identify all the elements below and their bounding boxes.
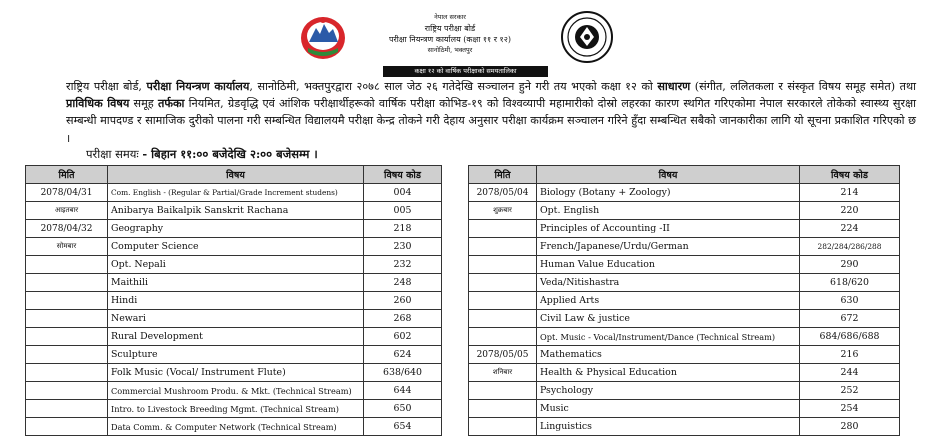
table-row [26,328,442,346]
government-name: नेपाल सरकार [434,13,466,21]
date-cell [469,418,537,436]
code-cell: 216 [800,346,900,364]
exam-time-label: परीक्षा समयः [86,147,143,161]
table-row [469,202,900,220]
notice-text-4: समूह [129,97,158,111]
subject-cell: French/Japanese/Urdu/German [537,238,800,256]
table-row [469,382,900,400]
table-row [26,184,442,202]
date-cell: 2078/05/04 [469,184,537,202]
table-row [469,292,900,310]
subject-cell: Commercial Mushroom Produ. & Mkt. (Technical Stream) [108,382,364,400]
subject-cell: Mathematics [537,346,800,364]
notice-text-2: , सानोठिमी, भक्तपुरद्वारा २०७८ साल जेठ २६ गतेदेखि सञ्चालन हुने गरी तय भएको कक्षा १२ को [249,80,658,93]
code-cell: 624 [364,346,442,364]
subject-cell: Veda/Nitishastra [537,274,800,292]
table-row [26,202,442,220]
date-cell [26,346,108,364]
date-cell [469,400,537,418]
subject-cell: Sculpture [108,346,364,364]
code-cell: 244 [800,364,900,382]
notice-text-5: नियमित, ग्रेडवृद्धि एवं आंशिक परीक्षार्थीहरूको वार्षिक परीक्षा कोभिड-१९ को विश्वव्यापी महामारीको दोस्रो लहरका कारण स्थगित गरिएकोमा नेपाल सरकारले तोकेको स्वास्थ्य सुरक्षा सम्बन्धी मापदण्ड र सामाजिक दुरीको पालना गरी सम्बन्धित विद्यालयमै परीक्षा केन्द्र तोकने गरी देहाय अनुसार परीक्षा कार्यक्रम सञ्चालन गरिने हुँदा सम्बन्धित सबैको जानकारीका लागि यो सूचना प्रकाशित गरिएको छ । [66,97,916,145]
date-cell [469,238,537,256]
date-cell [469,382,537,400]
subject-cell: Rural Development [108,328,364,346]
column-code: विषय कोड [364,166,442,184]
table-row [469,256,900,274]
column-date: मिति [469,166,537,184]
date-cell [26,310,108,328]
left-table-body [26,184,442,436]
subject-cell: Opt. Music - Vocal/Instrument/Dance (Technical Stream) [537,328,800,346]
subject-cell: Opt. English [537,202,800,220]
subject-cell: Health & Physical Education [537,364,800,382]
office-name: परीक्षा नियन्त्रण कार्यालय (कक्षा ११ र १२) [388,35,511,44]
date-cell: 2078/04/31 [26,184,108,202]
date-cell: 2078/05/05 [469,346,537,364]
schedule-banner: कक्षा १२ को वार्षिक परीक्षाको समयतालिका [383,66,548,77]
table-row [26,238,442,256]
code-cell: 684/686/688 [800,328,900,346]
subject-cell: Hindi [108,292,364,310]
code-cell: 004 [364,184,442,202]
table-row [26,292,442,310]
table-row [469,310,900,328]
notice-side-bold: तर्फका [157,96,185,111]
table-row [469,220,900,238]
date-cell [26,418,108,436]
code-cell: 280 [800,418,900,436]
table-row [26,274,442,292]
notice-text-3: (संगीत, ललितकला र संस्कृत विषय समूह समेत) तथा [690,80,917,93]
subject-cell: Data Comm. & Computer Network (Technical Stream) [108,418,364,436]
date-cell [469,310,537,328]
date-cell [26,364,108,382]
date-cell: शुक्रबार [469,202,537,220]
subject-cell: Opt. Nepali [108,256,364,274]
column-date: मिति [26,166,108,184]
subject-cell: Com. English - (Regular & Partial/Grade Increment studens) [108,184,364,202]
subject-cell: Civil Law & justice [537,310,800,328]
date-cell [469,292,537,310]
date-cell: शनिबार [469,364,537,382]
table-row [26,220,442,238]
subject-cell: Music [537,400,800,418]
date-cell [469,256,537,274]
exam-time-value: - बिहान ११:०० बजेदेखि २:०० बजेसम्म । [142,147,318,161]
code-cell: 230 [364,238,442,256]
table-row [26,310,442,328]
office-address: सानोठिमी, भक्तपुर [427,46,473,54]
table-row [469,328,900,346]
board-name: राष्ट्रिय परीक्षा बोर्ड [424,24,476,33]
code-cell: 630 [800,292,900,310]
column-subject: विषय [537,166,800,184]
code-cell: 260 [364,292,442,310]
date-cell [26,274,108,292]
table-row [469,364,900,382]
notice-general-bold: साधारण [657,79,691,93]
date-cell: 2078/04/32 [26,220,108,238]
date-cell [26,256,108,274]
notice-office-bold: परीक्षा नियन्त्रण कार्यालय [146,79,250,93]
subject-cell: Computer Science [108,238,364,256]
table-row [469,238,900,256]
subject-cell: Principles of Accounting -II [537,220,800,238]
subject-cell: Linguistics [537,418,800,436]
table-row [469,346,900,364]
date-cell [26,400,108,418]
table-header-row [26,166,442,184]
table-row [26,346,442,364]
subject-cell: Anibarya Baikalpik Sanskrit Rachana [108,202,364,220]
code-cell: 602 [364,328,442,346]
code-cell: 214 [800,184,900,202]
table-row [26,400,442,418]
table-row [469,418,900,436]
subject-cell: Applied Arts [537,292,800,310]
date-cell [26,328,108,346]
subject-cell: Geography [108,220,364,238]
table-row [469,400,900,418]
code-cell: 654 [364,418,442,436]
table-row [469,274,900,292]
table-header-row [469,166,900,184]
code-cell: 650 [364,400,442,418]
office-header [350,12,550,56]
table-row [469,184,900,202]
code-cell: 672 [800,310,900,328]
subject-cell: Folk Music (Vocal/ Instrument Flute) [108,364,364,382]
code-cell: 254 [800,400,900,418]
subject-cell: Biology (Botany + Zoology) [537,184,800,202]
column-code: विषय कोड [800,166,900,184]
table-row [26,382,442,400]
date-cell [26,292,108,310]
code-cell: 232 [364,256,442,274]
board-seal-icon [560,10,614,64]
subject-cell: Psychology [537,382,800,400]
table-row [26,418,442,436]
notice-technical-bold: प्राविधिक विषय [66,96,130,111]
code-cell: 252 [800,382,900,400]
schedule-table-left [25,165,442,436]
schedule-table-right [468,165,900,436]
date-cell [26,382,108,400]
code-cell: 224 [800,220,900,238]
code-cell: 248 [364,274,442,292]
code-cell: 218 [364,220,442,238]
nepal-government-emblem-icon [298,14,348,62]
subject-cell: Human Value Education [537,256,800,274]
subject-cell: Intro. to Livestock Breeding Mgmt. (Technical Stream) [108,400,364,418]
code-cell: 290 [800,256,900,274]
code-cell: 644 [364,382,442,400]
subject-cell: Newari [108,310,364,328]
code-cell: 618/620 [800,274,900,292]
date-cell: सोमबार [26,238,108,256]
subject-cell: Maithili [108,274,364,292]
code-cell: 220 [800,202,900,220]
right-table-body [469,184,900,436]
table-row [26,364,442,382]
notice-text-1: राष्ट्रिय परीक्षा बोर्ड, [66,80,147,93]
notice-paragraph [66,78,916,147]
code-cell: 282/284/286/288 [800,238,900,256]
date-cell [469,274,537,292]
code-cell: 268 [364,310,442,328]
exam-time [86,147,318,162]
date-cell [469,328,537,346]
date-cell [469,220,537,238]
date-cell: आइतबार [26,202,108,220]
code-cell: 638/640 [364,364,442,382]
code-cell: 005 [364,202,442,220]
column-subject: विषय [108,166,364,184]
table-row [26,256,442,274]
